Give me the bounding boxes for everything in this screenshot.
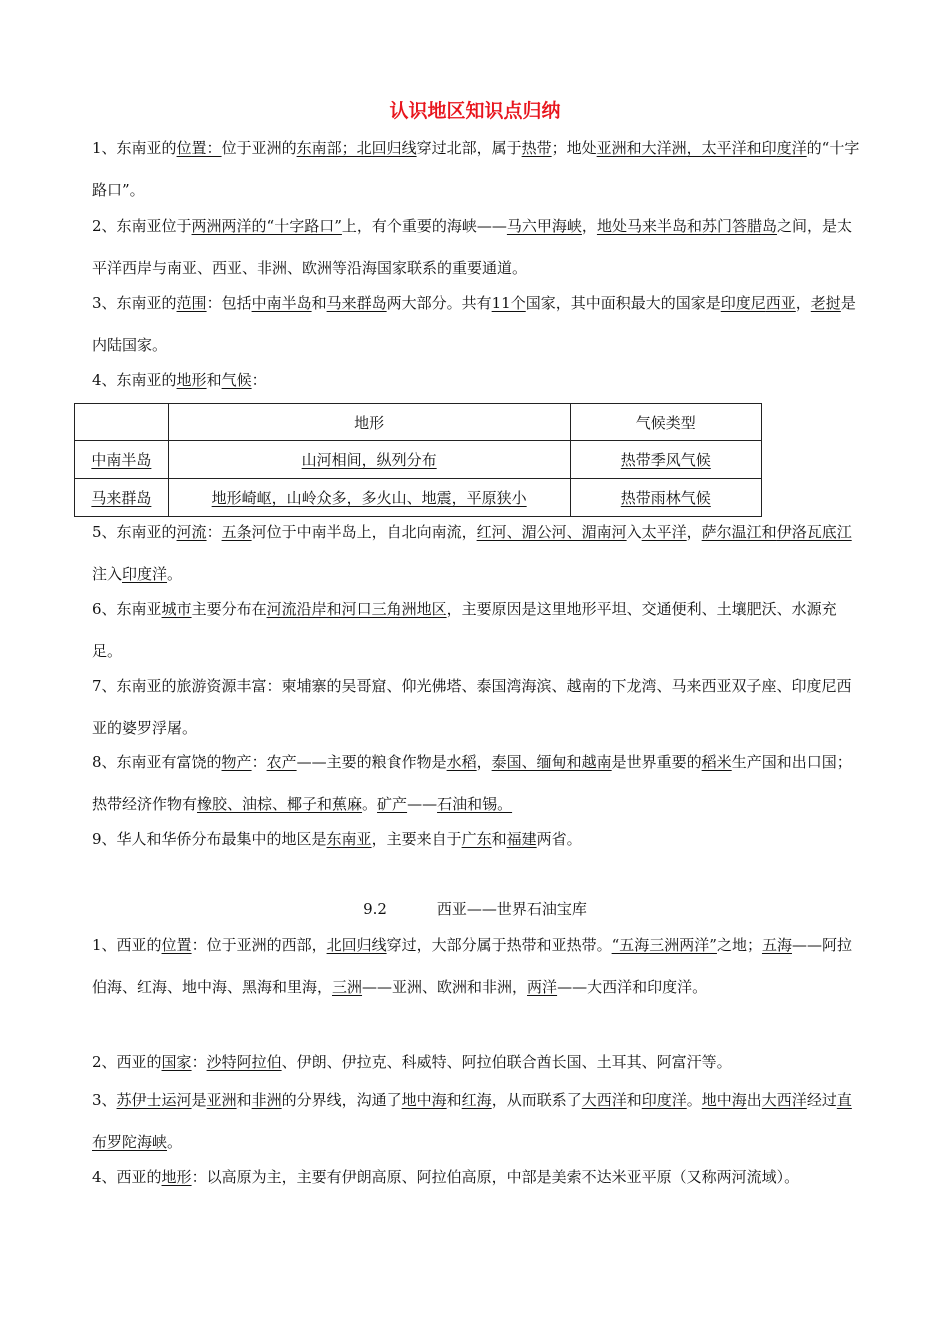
text: ：: [251, 753, 267, 771]
underlined-term: 石油和锡。: [437, 795, 513, 813]
underlined-term: 位置: [161, 936, 192, 954]
underlined-term: 红河、湄公河、湄南河: [476, 523, 627, 541]
text: 1、东南亚的: [92, 139, 177, 157]
text: 上，有个重要的海峡——: [341, 217, 507, 235]
underlined-term: 河流沿岸和河口三角洲地区: [266, 600, 447, 618]
text: 之地；: [716, 936, 762, 954]
text: 9、华人和华侨分布最集中的地区是: [92, 830, 327, 848]
text: 8、东南亚有富饶的: [92, 753, 222, 771]
text: 。: [167, 565, 183, 583]
text: 。: [167, 1133, 183, 1151]
paragraph-5: [92, 511, 862, 595]
text: ：: [251, 371, 267, 389]
underlined-term: 萨尔温江和: [701, 523, 777, 541]
underlined-term: 西亚: [765, 294, 796, 312]
section-heading: [0, 898, 950, 919]
text: ，主要来自于: [371, 830, 462, 848]
text: ：: [206, 523, 222, 541]
text: 的分界线，沟通了: [281, 1091, 402, 1109]
text: 6、东南亚: [92, 600, 162, 618]
text: 入: [626, 523, 642, 541]
underlined-term: 农产: [266, 753, 297, 771]
underlined-term: 印度洋: [122, 565, 168, 583]
text: 河位于中南半岛上，自北向南流，: [251, 523, 477, 541]
underlined-term: 矿产: [377, 795, 408, 813]
underlined-term: 地形: [176, 371, 207, 389]
underlined-term: 沙特阿拉伯: [206, 1053, 282, 1071]
text: 的“十字路口”。: [92, 139, 860, 199]
underlined-term: 三洲: [332, 978, 363, 996]
underlined-term: 大西洋: [761, 1091, 807, 1109]
text: 4、西亚的: [92, 1168, 162, 1186]
underlined-term: 非洲: [251, 1091, 282, 1109]
underlined-term: 橡胶、油棕、椰子和蕉麻: [197, 795, 363, 813]
section-number: 9.2: [363, 900, 387, 918]
underlined-term: 大西洋: [581, 1091, 627, 1109]
text: ，: [795, 294, 811, 312]
underlined-term: 两洋: [527, 978, 558, 996]
table-header-cell: 气候类型: [570, 404, 761, 441]
paragraph-13: [92, 1156, 862, 1198]
text: 和: [236, 1091, 252, 1109]
paragraph-3: [92, 282, 862, 366]
text: 2、西亚的: [92, 1053, 162, 1071]
underlined-term: 气候: [221, 371, 252, 389]
underlined-term: “五海三洲两洋”: [611, 936, 717, 954]
text: 和: [206, 371, 222, 389]
underlined-term: 五海: [761, 936, 792, 954]
text: 。: [686, 1091, 702, 1109]
text: 和: [626, 1091, 642, 1109]
underlined-term: 范围: [176, 294, 207, 312]
underlined-term: 中南半岛: [251, 294, 312, 312]
text: 国家，其中面积最大的国家是: [525, 294, 721, 312]
paragraph-12: [92, 1079, 862, 1163]
text: ——亚洲、欧洲和非洲，: [362, 978, 528, 996]
underlined-term: 马来群岛: [326, 294, 387, 312]
underlined-term: 度洋: [776, 139, 807, 157]
text: ——大西洋和印度洋。: [557, 978, 708, 996]
text: 出: [746, 1091, 762, 1109]
underlined-term: 物产: [221, 753, 252, 771]
table-header-cell: 地形: [168, 404, 570, 441]
text: 穿过，大部分属于热带和亚热带。: [386, 936, 612, 954]
underlined-term: 马六甲海峡: [506, 217, 582, 235]
text: ；地处: [551, 139, 597, 157]
paragraph-10: [92, 924, 862, 1008]
underlined-term: 泰国、缅甸和越南: [491, 753, 612, 771]
text: 之间，是太平洋西岸与南亚、西亚、非洲、欧洲等沿海国家联系的重要通道。: [92, 217, 852, 277]
table-cell: 地形崎岖，山岭众多，多火山、地震，平原狭小: [211, 489, 527, 507]
paragraph-1: [92, 127, 862, 211]
underlined-term: 亚洲和大洋洲，太平洋和印: [596, 139, 777, 157]
text: 两大部分。共有: [386, 294, 492, 312]
table-header-cell: [75, 404, 169, 441]
text: 7、东南亚的旅游资源丰富：柬埔寨的吴哥窟、仰光佛塔、泰国湾海滨、越南的下龙湾、马来西亚双子座、印度尼西亚的婆罗浮屠。: [92, 677, 852, 737]
table-cell: 山河相间，纵列分布: [301, 451, 437, 469]
text: ——: [407, 795, 438, 813]
text: ，: [581, 217, 597, 235]
underlined-term: 地中海: [401, 1091, 447, 1109]
underlined-term: 五条: [221, 523, 252, 541]
text: 位于亚洲的: [221, 139, 297, 157]
text: 两省。: [536, 830, 582, 848]
underlined-term: 国家: [161, 1053, 192, 1071]
table-cell: 热带季风气候: [620, 451, 711, 469]
paragraph-6: [92, 588, 862, 672]
underlined-term: 东南亚: [326, 830, 372, 848]
underlined-term: 地中海: [701, 1091, 747, 1109]
underlined-term: 北回归线: [326, 936, 387, 954]
underlined-term: 伊洛瓦底江: [776, 523, 852, 541]
underlined-term: 印度洋: [641, 1091, 687, 1109]
underlined-term: 水稻: [446, 753, 477, 771]
underlined-term: 苏伊士运河: [116, 1091, 192, 1109]
paragraph-4: [92, 359, 862, 401]
underlined-term: 岛: [761, 217, 777, 235]
text: 2、东南亚位于: [92, 217, 192, 235]
text: 。: [362, 795, 378, 813]
text: ：位于亚洲的西部，: [191, 936, 327, 954]
underlined-term: 位置：: [176, 139, 222, 157]
underlined-term: 稻米: [701, 753, 732, 771]
table-cell: 马来群岛: [91, 489, 152, 507]
section-title: 西亚——世界石油宝库: [436, 900, 587, 918]
terrain-climate-table: [74, 403, 762, 517]
text: 穿过北部，属于: [416, 139, 522, 157]
document-title: 认识地区知识点归纳: [389, 100, 561, 122]
underlined-term: 太平洋: [641, 523, 687, 541]
text: 注入: [92, 565, 123, 583]
text: 5、东南亚的: [92, 523, 177, 541]
underlined-term: 广东: [461, 830, 492, 848]
text: 和: [311, 294, 327, 312]
text: ——主要的粮食作物是: [296, 753, 447, 771]
text: 3、东南亚的: [92, 294, 177, 312]
table-row: [75, 441, 762, 479]
underlined-term: 城市: [161, 600, 192, 618]
text: 3、: [92, 1091, 117, 1109]
text: 和: [446, 1091, 462, 1109]
text: ，从而联系了: [491, 1091, 582, 1109]
table-cell: 热带雨林气候: [620, 489, 711, 507]
text: ，: [476, 753, 492, 771]
underlined-term: 老挝: [810, 294, 841, 312]
text: ：以高原为主，主要有伊朗高原、阿拉伯高原，中部是美索不达米亚平原（又称两河流域）。: [191, 1168, 800, 1186]
text: ，: [686, 523, 702, 541]
table-header-row: [75, 404, 762, 441]
table-cell: 中南半岛: [91, 451, 152, 469]
text: ，主要原因是这里地形平坦、交通便利、土壤肥沃、水源充足。: [92, 600, 837, 660]
text: 、伊朗、伊拉克、科威特、阿拉伯联合酋长国、土耳其、阿富汗等。: [281, 1053, 732, 1071]
underlined-term: 地处马来半岛和苏门答腊: [596, 217, 762, 235]
paragraph-2: [92, 205, 862, 289]
underlined-term: 福建: [506, 830, 537, 848]
text: 4、东南亚的: [92, 371, 177, 389]
text: ：: [191, 1053, 207, 1071]
text: 1、西亚的: [92, 936, 162, 954]
underlined-term: 东南部；北回归线: [296, 139, 417, 157]
underlined-term: 红海: [461, 1091, 492, 1109]
text: 生产国和出口国；热带经济作物有: [92, 753, 852, 813]
text: 是: [191, 1091, 207, 1109]
underlined-term: 直布罗陀海峡: [92, 1091, 852, 1151]
text: 主要分布在: [191, 600, 267, 618]
paragraph-7: [92, 665, 862, 749]
underlined-term: 河流: [176, 523, 207, 541]
underlined-term: 两洲两洋的“十字路口”: [191, 217, 342, 235]
underlined-term: 印度尼: [720, 294, 766, 312]
paragraph-11: [92, 1041, 862, 1083]
text: 是内陆国家。: [92, 294, 856, 354]
underlined-term: 热带: [521, 139, 552, 157]
text: ：包括: [206, 294, 252, 312]
underlined-term: 地形: [161, 1168, 192, 1186]
text: ——阿拉伯海、红海、地中海、黑海和里海，: [92, 936, 852, 996]
underlined-term: 11个: [491, 294, 526, 312]
underlined-term: 亚洲: [206, 1091, 237, 1109]
text: 经过: [806, 1091, 837, 1109]
paragraph-9: [92, 818, 862, 860]
text: 是世界重要的: [611, 753, 702, 771]
paragraph-8: [92, 741, 862, 825]
text: 和: [491, 830, 507, 848]
